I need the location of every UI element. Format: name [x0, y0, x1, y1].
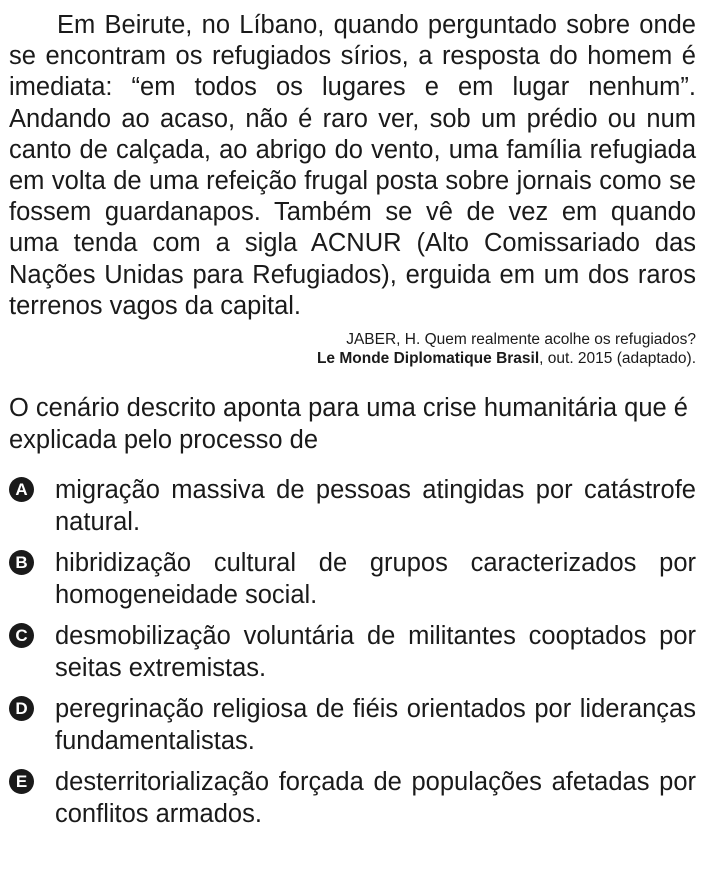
option-b-text: hibridização cultural de grupos caracterizados por homogeneidade social.	[55, 549, 696, 610]
citation-source: Le Monde Diplomatique Brasil	[316, 350, 540, 368]
answer-options	[9, 474, 696, 830]
option-a[interactable]	[9, 474, 696, 538]
option-b[interactable]	[9, 547, 696, 611]
citation-source-line	[9, 349, 696, 368]
option-e-text: desterritorialização forçada de populações afetadas por conflitos armados.	[55, 768, 696, 829]
passage-text: Em Beirute, no Líbano, quando perguntado sobre onde se encontram os refugiados sírios, a resposta do homem é imediata: “em todos os lugares e em lugar nenhum”. Andando ao acaso, não é raro ver, sob um prédio ou num canto de calçada, ao abrigo do vento, uma família refugiada em volta de uma refeição frugal posta sobre jornais como se fossem guardanapos. Também se vê de vez em quando uma tenda com a sigla ACNUR (Alto Comissariado das Nações Unidas para Refugiados), erguida em um dos raros terrenos vagos da capital.	[9, 11, 696, 320]
citation-details: , out. 2015 (adaptado).	[539, 350, 696, 368]
option-c-letter-icon: C	[9, 623, 34, 648]
option-d-text: peregrinação religiosa de fiéis orientados por lideranças fundamentalistas.	[55, 695, 696, 756]
question-stem: O cenário descrito aponta para uma crise humanitária que é explicada pelo processo de	[9, 394, 688, 455]
option-e-letter-icon: E	[9, 769, 34, 794]
option-c[interactable]	[9, 620, 696, 684]
option-b-letter-icon: B	[9, 550, 34, 575]
option-e[interactable]	[9, 766, 696, 830]
citation-author-title: JABER, H. Quem realmente acolhe os refugiados?	[346, 331, 696, 349]
question-page	[9, 10, 696, 839]
citation	[9, 330, 696, 368]
option-a-text: migração massiva de pessoas atingidas por catástrofe natural.	[55, 476, 696, 537]
option-a-letter-icon: A	[9, 477, 34, 502]
option-c-text: desmobilização voluntária de militantes cooptados por seitas extremistas.	[55, 622, 696, 683]
option-d[interactable]	[9, 693, 696, 757]
option-d-letter-icon: D	[9, 696, 34, 721]
